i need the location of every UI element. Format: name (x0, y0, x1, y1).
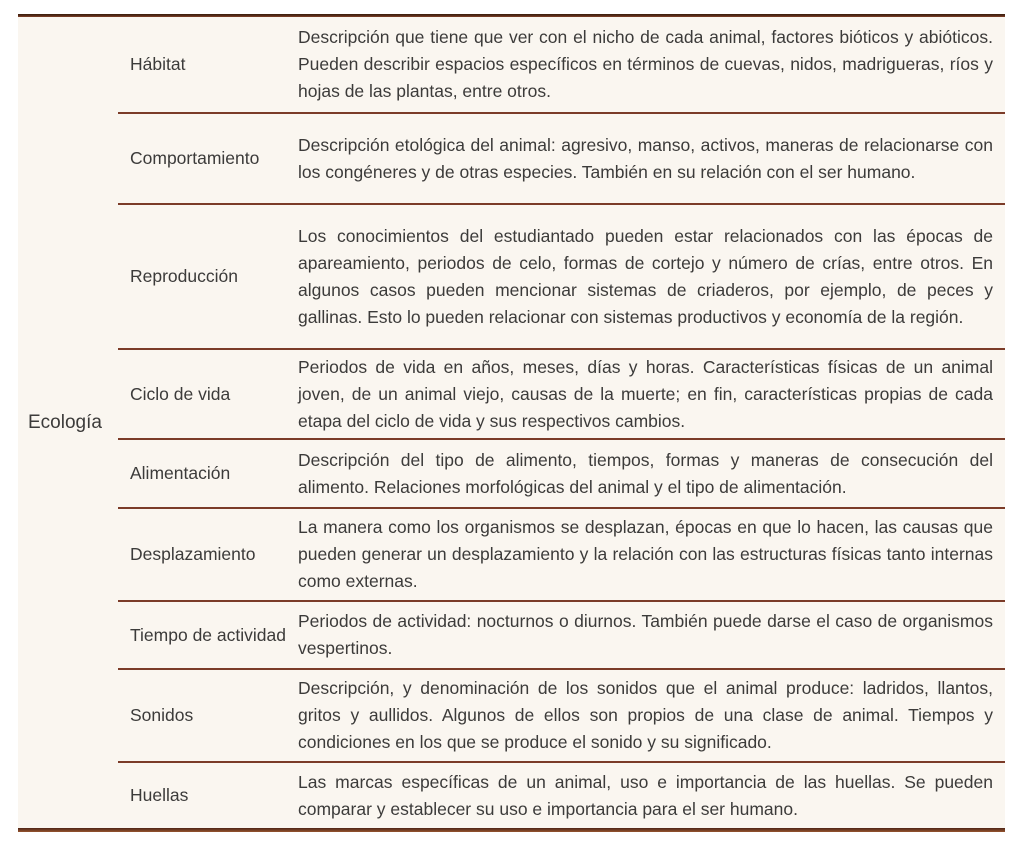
row-description-ciclo-de-vida: Periodos de vida en años, meses, días y horas. Características físicas de un animal joven, de un animal viejo, causas de la muerte; en fin, características propias de cada etapa del ciclo de vida y sus respectivos cambios. (298, 349, 1005, 439)
category-cell-ecologia: Ecología (28, 411, 102, 433)
table-row (18, 508, 1005, 601)
ecology-categories-table (18, 17, 1005, 828)
table-row (18, 762, 1005, 828)
table-row (18, 601, 1005, 669)
row-description-habitat: Descripción que tiene que ver con el nicho de cada animal, factores bióticos y abióticos. Pueden describir espacios específicos en términos de cuevas, nidos, madrigueras, ríos y hojas de las plantas, entre otros. (298, 17, 1005, 113)
row-description-alimentacion: Descripción del tipo de alimento, tiempos, formas y maneras de consecución del alimento. Relaciones morfológicas del animal y el tipo de alimentación. (298, 439, 1005, 508)
table-bottom-rule (18, 828, 1005, 832)
row-label-tiempo-de-actividad: Tiempo de actividad (118, 601, 298, 669)
row-description-huellas: Las marcas específicas de un animal, uso e importancia de las huellas. Se pueden comparar y establecer su uso e importancia para el ser humano. (298, 771, 993, 819)
table-row (18, 439, 1005, 508)
row-label-comportamiento: Comportamiento (118, 113, 298, 204)
row-description-tiempo-de-actividad: Periodos de actividad: nocturnos o diurnos. También puede darse el caso de organismos vespertinos. (298, 601, 1005, 669)
row-label-desplazamiento: Desplazamiento (118, 508, 298, 601)
row-label-habitat: Hábitat (118, 17, 298, 113)
row-label-reproduccion: Reproducción (118, 204, 298, 349)
row-description-comportamiento: Descripción etológica del animal: agresivo, manso, activos, maneras de relacionarse con los congéneres y de otras especies. También en su relación con el ser humano. (298, 113, 1005, 204)
row-label-ciclo-de-vida: Ciclo de vida (118, 349, 298, 439)
table-row (18, 113, 1005, 204)
row-label-sonidos: Sonidos (118, 669, 298, 762)
table-row (18, 669, 1005, 762)
table-row (18, 349, 1005, 439)
row-label-huellas: Huellas (130, 785, 189, 805)
row-description-reproduccion: Los conocimientos del estudiantado pueden estar relacionados con las épocas de apareamiento, periodos de celo, formas de cortejo y número de crías, entre otros. En algunos casos pueden mencionar sistemas de criaderos, por ejemplo, de peces y gallinas. Esto lo pueden relacionar con sistemas productivos y economía de la región. (298, 204, 1005, 349)
table-row (18, 204, 1005, 349)
row-description-desplazamiento: La manera como los organismos se desplazan, épocas en que lo hacen, las causas que pueden generar un desplazamiento y la relación con las estructuras físicas tanto internas como externas. (298, 508, 1005, 601)
ecology-table (18, 14, 1005, 832)
row-label-alimentacion: Alimentación (118, 439, 298, 508)
row-description-sonidos: Descripción, y denominación de los sonidos que el animal produce: ladridos, llantos, gritos y aullidos. Algunos de ellos son propios de una clase de animal. Tiempos y condiciones en los que se produce el sonido y su significado. (298, 669, 1005, 762)
table-row (18, 17, 1005, 113)
